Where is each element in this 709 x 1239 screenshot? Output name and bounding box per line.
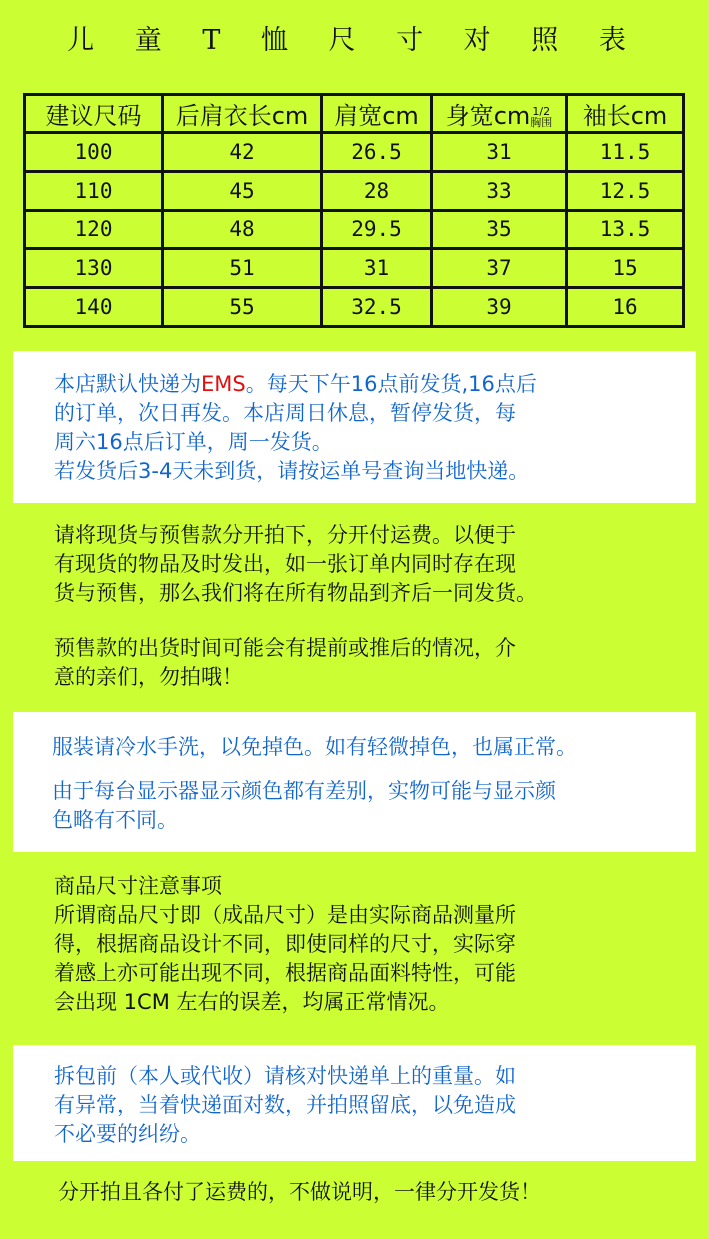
cell-sleeve: 11.5: [567, 133, 684, 172]
cell-size: 130: [25, 249, 163, 288]
color-notice: [52, 777, 696, 835]
header-chest-sub: [530, 106, 552, 128]
cell-chest: 33: [432, 171, 567, 210]
size-note-line-3: 着感上亦可能出现不同，根据商品面料特性，可能: [54, 961, 516, 985]
cell-shoulder: 28: [322, 171, 432, 210]
unpack-notice: [54, 1062, 694, 1149]
cell-size: 120: [25, 210, 163, 249]
presale-timing-notice: [54, 634, 694, 692]
cell-sleeve: 13.5: [567, 210, 684, 249]
header-length: 后肩衣长cm: [163, 95, 322, 133]
shipping-line-1: [54, 370, 694, 399]
shipping-line-4: 若发货后3-4天未到货，请按运单号查询当地快递。: [54, 459, 530, 483]
wash-line-1: 服装请冷水手洗，以免掉色。如有轻微掉色，也属正常。: [52, 735, 577, 759]
shipping-notice: [54, 370, 694, 486]
wash-notice: [52, 733, 696, 762]
cell-chest: 31: [432, 133, 567, 172]
cell-length: 51: [163, 249, 322, 288]
unpack-line-2: 有异常，当着快递面对数，并拍照留底，以免造成: [54, 1093, 516, 1117]
table-row: [25, 249, 684, 288]
cell-shoulder: 32.5: [322, 288, 432, 327]
shipping-line-1-start: 本店默认快递为: [54, 372, 201, 396]
wash-line-2: 由于每台显示器显示颜色都有差别，实物可能与显示颜: [52, 779, 556, 803]
cell-sleeve: 12.5: [567, 171, 684, 210]
table-row: [25, 133, 684, 172]
cell-sleeve: 16: [567, 288, 684, 327]
unpack-line-3: 不必要的纠纷。: [54, 1122, 201, 1146]
size-note: [54, 872, 694, 1017]
cell-length: 55: [163, 288, 322, 327]
footer-notice: 分开拍且各付了运费的，不做说明，一律分开发货！: [58, 1180, 541, 1204]
presale-notice: [54, 521, 694, 608]
wash-line-3: 色略有不同。: [52, 808, 178, 832]
presale-line-3: 货与预售，那么我们将在所有物品到齐后一同发货。: [54, 581, 537, 605]
page-title: 儿 童 T 恤 尺 寸 对 照 表: [67, 25, 642, 56]
presale-line-1: 请将现货与预售款分开拍下，分开付运费。以便于: [54, 523, 516, 547]
cell-size: 110: [25, 171, 163, 210]
ems-label: EMS: [201, 372, 246, 396]
header-chest-sub-bottom: 胸围: [530, 116, 553, 129]
presale-line-5: 意的亲们，勿拍哦！: [54, 665, 243, 689]
header-chest-sub-top: 1/2: [532, 105, 551, 118]
size-note-line-4: 会出现 1CM 左右的误差，均属正常情况。: [54, 990, 450, 1014]
header-shoulder: 肩宽cm: [322, 95, 432, 133]
cell-length: 48: [163, 210, 322, 249]
size-note-heading: 商品尺寸注意事项: [54, 874, 222, 898]
cell-sleeve: 15: [567, 249, 684, 288]
cell-chest: 37: [432, 249, 567, 288]
size-note-line-1: 所谓商品尺寸即（成品尺寸）是由实际商品测量所: [54, 903, 516, 927]
table-row: [25, 171, 684, 210]
size-note-line-2: 得，根据商品设计不同，即使同样的尺寸，实际穿: [54, 932, 516, 956]
cell-chest: 39: [432, 288, 567, 327]
cell-shoulder: 29.5: [322, 210, 432, 249]
table-row: [25, 210, 684, 249]
cell-length: 42: [163, 133, 322, 172]
cell-size: 100: [25, 133, 163, 172]
shipping-line-3: 周六16点后订单，周一发货。: [54, 430, 333, 454]
unpack-line-1: 拆包前（本人或代收）请核对快递单上的重量。如: [54, 1064, 516, 1088]
cell-length: 45: [163, 171, 322, 210]
cell-size: 140: [25, 288, 163, 327]
shipping-line-1-end: 。每天下午16点前发货,16点后: [245, 372, 537, 396]
shipping-line-2: 的订单，次日再发。本店周日休息，暂停发货，每: [54, 401, 516, 425]
cell-shoulder: 31: [322, 249, 432, 288]
cell-chest: 35: [432, 210, 567, 249]
header-sleeve: 袖长cm: [567, 95, 684, 133]
header-size: 建议尺码: [25, 95, 163, 133]
header-chest-label: 身宽cm: [445, 102, 531, 130]
table-header-row: [25, 95, 684, 133]
presale-line-2: 有现货的物品及时发出，如一张订单内同时存在现: [54, 552, 516, 576]
presale-line-4: 预售款的出货时间可能会有提前或推后的情况，介: [54, 636, 516, 660]
cell-shoulder: 26.5: [322, 133, 432, 172]
size-table: [23, 93, 685, 328]
table-row: [25, 288, 684, 327]
header-chest: [432, 95, 567, 133]
